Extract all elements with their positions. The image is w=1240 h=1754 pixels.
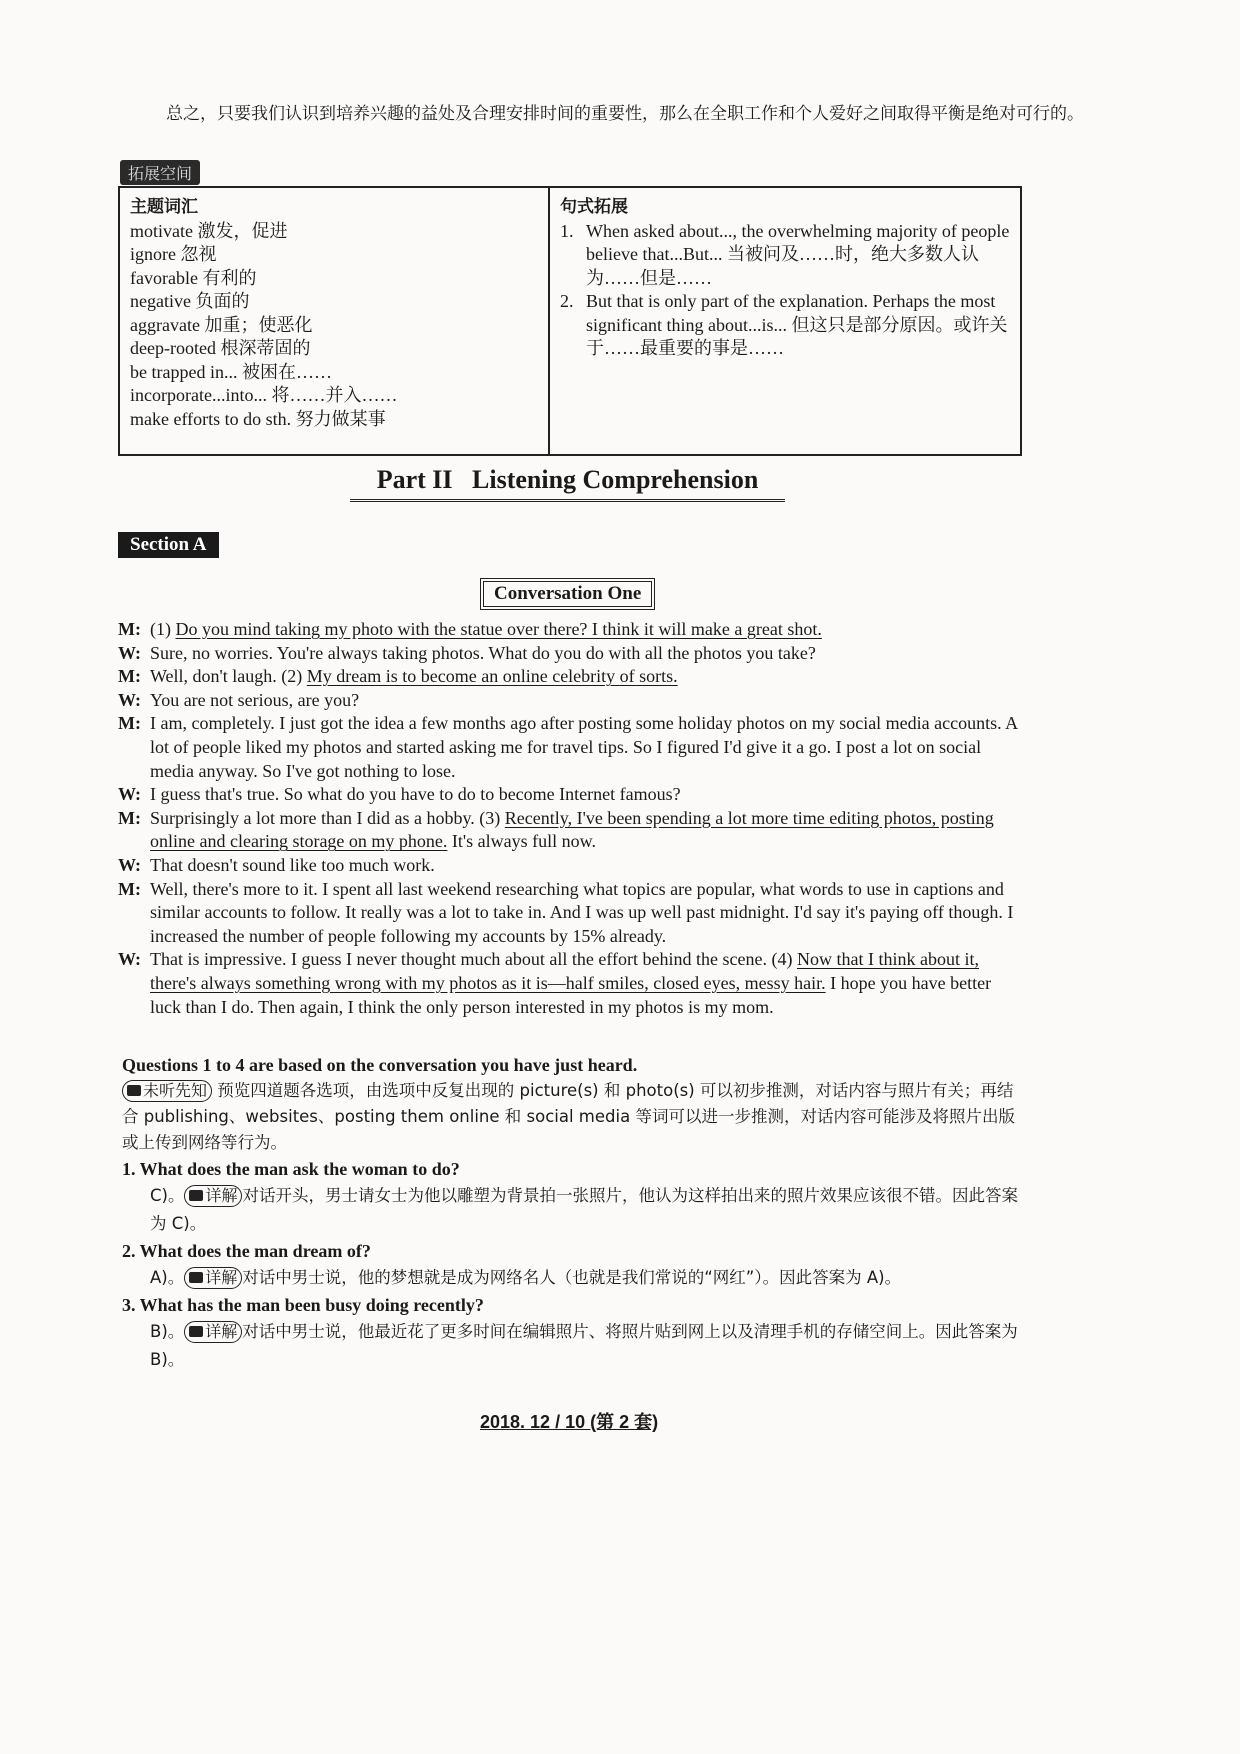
answer: B)。 xyxy=(150,1322,185,1341)
item-number: 2. xyxy=(560,291,574,311)
text-segment: Surprisingly a lot more than I did as a hobby. (3) xyxy=(150,807,505,828)
answer: C)。 xyxy=(150,1186,185,1205)
dialogue-line xyxy=(118,948,1018,1019)
speaker: W: xyxy=(118,642,142,663)
line-text xyxy=(150,854,435,878)
vocab-item: ignore 忽视 xyxy=(130,244,217,264)
sentence-item xyxy=(560,290,1010,361)
vocab-item: aggravate 加重；使恶化 xyxy=(130,314,313,335)
line-text xyxy=(150,618,822,642)
speaker: M: xyxy=(118,713,141,734)
dialogue-line xyxy=(118,878,1018,949)
item-number: 1. xyxy=(560,220,574,241)
line-text xyxy=(150,642,816,666)
dialogue-line xyxy=(118,618,1018,642)
item-text: But that is only part of the explanation. Perhaps the most significant thing about...is... 但这只是部分原因。或许关于……最重要的事是…… xyxy=(586,291,1008,358)
dialogue-line xyxy=(118,783,1018,807)
text-segment: (1) xyxy=(150,619,176,639)
sentence-item xyxy=(560,220,1010,291)
line-text xyxy=(150,783,681,807)
explain-badge xyxy=(184,1321,242,1343)
vocab-item: motivate 激发，促进 xyxy=(130,220,288,241)
vocab-item: be trapped in... 被困在…… xyxy=(130,361,332,382)
explanation-text: 对话中男士说，他最近花了更多时间在编辑照片、将照片贴到网上以及清理手机的存储空间上。因此答案为 B)。 xyxy=(150,1322,1018,1369)
speaker: W: xyxy=(118,854,142,875)
explain-badge xyxy=(184,1185,242,1207)
explain-label: 详解 xyxy=(205,1268,238,1287)
dialogue-line xyxy=(118,807,1018,854)
text-segment: I guess that's true. So what do you have to do to become Internet famous? xyxy=(150,784,681,805)
line-text xyxy=(150,878,1018,949)
preview-note xyxy=(122,1078,1022,1156)
explain-label: 详解 xyxy=(205,1186,238,1205)
question: 3. What has the man been busy doing recently? xyxy=(122,1295,484,1315)
dialogue-line xyxy=(118,712,1018,783)
extension-box xyxy=(118,186,1022,456)
vocab-item: favorable 有利的 xyxy=(130,267,257,288)
dialogue-line xyxy=(118,689,1018,713)
folder-icon xyxy=(189,1326,203,1337)
dialogue-line xyxy=(118,642,1018,666)
questions-block xyxy=(122,1052,1022,1374)
underlined-answer: Do you mind taking my photo with the statue over there? I think it will make a great shot. xyxy=(175,619,822,639)
line-text xyxy=(150,712,1018,783)
explanation-text: 对话开头，男士请女士为他以雕塑为背景拍一张照片，他认为这样拍出来的照片效果应该很不错。因此答案为 C)。 xyxy=(150,1186,1018,1233)
part-title: Part II Listening Comprehension xyxy=(350,465,785,502)
text-segment: Sure, no worries. You're always taking photos. What do you do with all the photos you take? xyxy=(150,642,816,663)
speaker: M: xyxy=(118,878,141,899)
vocab-item: negative 负面的 xyxy=(130,291,250,311)
vocab-item: incorporate...into... 将……并入…… xyxy=(130,385,398,405)
line-text xyxy=(150,665,678,689)
explain-label: 详解 xyxy=(205,1322,238,1341)
underlined-answer: Recently, I've been spending a lot more time editing photos, posting online and clearing storage on my phone. xyxy=(150,807,994,852)
vocab-item: deep-rooted 根深蒂固的 xyxy=(130,338,311,358)
sentence-column xyxy=(550,188,1020,454)
vocab-item: make efforts to do sth. 努力做某事 xyxy=(130,408,386,429)
conversation-title-box xyxy=(480,578,655,610)
speaker: W: xyxy=(118,784,142,805)
speaker: W: xyxy=(118,689,142,710)
item-text: When asked about..., the overwhelming majority of people believe that...But... 当被问及……时，绝大多数人认为……但是…… xyxy=(586,220,1010,288)
preview-text: 预览四道题各选项，由选项中反复出现的 picture(s) 和 photo(s) 可以初步推测，对话内容与照片有关；再结合 publishing、websites、posting them online 和 social media 等词可以进一步推测，对话内容可能涉及将照片出版或上传到网络等行为。 xyxy=(122,1081,1015,1152)
text-segment: That is impressive. I guess I never thought much about all the effort behind the scene. (4) xyxy=(150,949,797,970)
folder-icon xyxy=(127,1085,141,1096)
speaker: M: xyxy=(118,807,141,828)
conversation-title: Conversation One xyxy=(483,581,652,607)
page-footer: 2018. 12 / 10 (第 2 套) xyxy=(480,1412,659,1432)
explain-badge xyxy=(184,1267,242,1289)
question: 1. What does the man ask the woman to do? xyxy=(122,1159,460,1179)
folder-icon xyxy=(189,1190,203,1201)
underlined-answer: Now that I think about it, there's always something wrong with my photos as it is—half smiles, closed eyes, messy hair. xyxy=(150,949,979,993)
line-text xyxy=(150,948,1018,1019)
vocab-title: 主题词汇 xyxy=(130,197,198,217)
question: 2. What does the man dream of? xyxy=(122,1241,371,1261)
line-text xyxy=(150,689,359,713)
speaker: W: xyxy=(118,949,142,970)
text-segment: It's always full now. xyxy=(447,831,596,852)
vocab-column xyxy=(120,188,550,454)
explanation-text: 对话中男士说，他的梦想就是成为网络名人（也就是我们常说的“网红”）。因此答案为 A)。 xyxy=(242,1268,902,1287)
folder-icon xyxy=(189,1272,203,1283)
text-segment: Well, don't laugh. (2) xyxy=(150,666,307,687)
dialogue xyxy=(118,618,1018,1019)
text-segment: Well, there's more to it. I spent all last weekend researching what topics are popular, what words to use in captions and similar accounts to follow. It really was a lot to take in. And I was up well past midnight. I'd say it's paying off though. I increased the number of people following my accounts by 15% already. xyxy=(150,878,1014,946)
answer-explanation xyxy=(122,1264,1022,1292)
text-segment: That doesn't sound like too much work. xyxy=(150,854,435,875)
preview-label: 未听先知 xyxy=(143,1081,208,1100)
answer: A)。 xyxy=(150,1268,185,1287)
preview-badge xyxy=(122,1080,212,1102)
line-text xyxy=(150,807,1018,854)
section-tag: 拓展空间 xyxy=(120,160,200,185)
underlined-answer: My dream is to become an online celebrity of sorts. xyxy=(306,666,678,687)
text-segment: You are not serious, are you? xyxy=(150,689,360,710)
dialogue-line xyxy=(118,854,1018,878)
text-segment: I hope you have better luck than I do. Then again, I think the only person interested in my photos is my mom. xyxy=(150,972,992,1017)
dialogue-line xyxy=(118,665,1018,689)
sentence-title: 句式拓展 xyxy=(560,197,628,217)
speaker: M: xyxy=(118,666,141,687)
text-segment: I am, completely. I just got the idea a few months ago after posting some holiday photos on my social media accounts. A lot of people liked my photos and started asking me for travel tips. So I figured I'd give it a go. I post a lot on social media anyway. So I've got nothing to lose. xyxy=(150,713,1018,781)
intro-paragraph: 总之，只要我们认识到培养兴趣的益处及合理安排时间的重要性，那么在全职工作和个人爱好之间取得平衡是绝对可行的。 xyxy=(166,104,1084,124)
answer-explanation xyxy=(122,1318,1022,1374)
section-label: Section A xyxy=(118,532,219,558)
answer-explanation xyxy=(122,1182,1022,1238)
speaker: M: xyxy=(118,619,141,639)
questions-intro: Questions 1 to 4 are based on the conversation you have just heard. xyxy=(122,1055,638,1075)
